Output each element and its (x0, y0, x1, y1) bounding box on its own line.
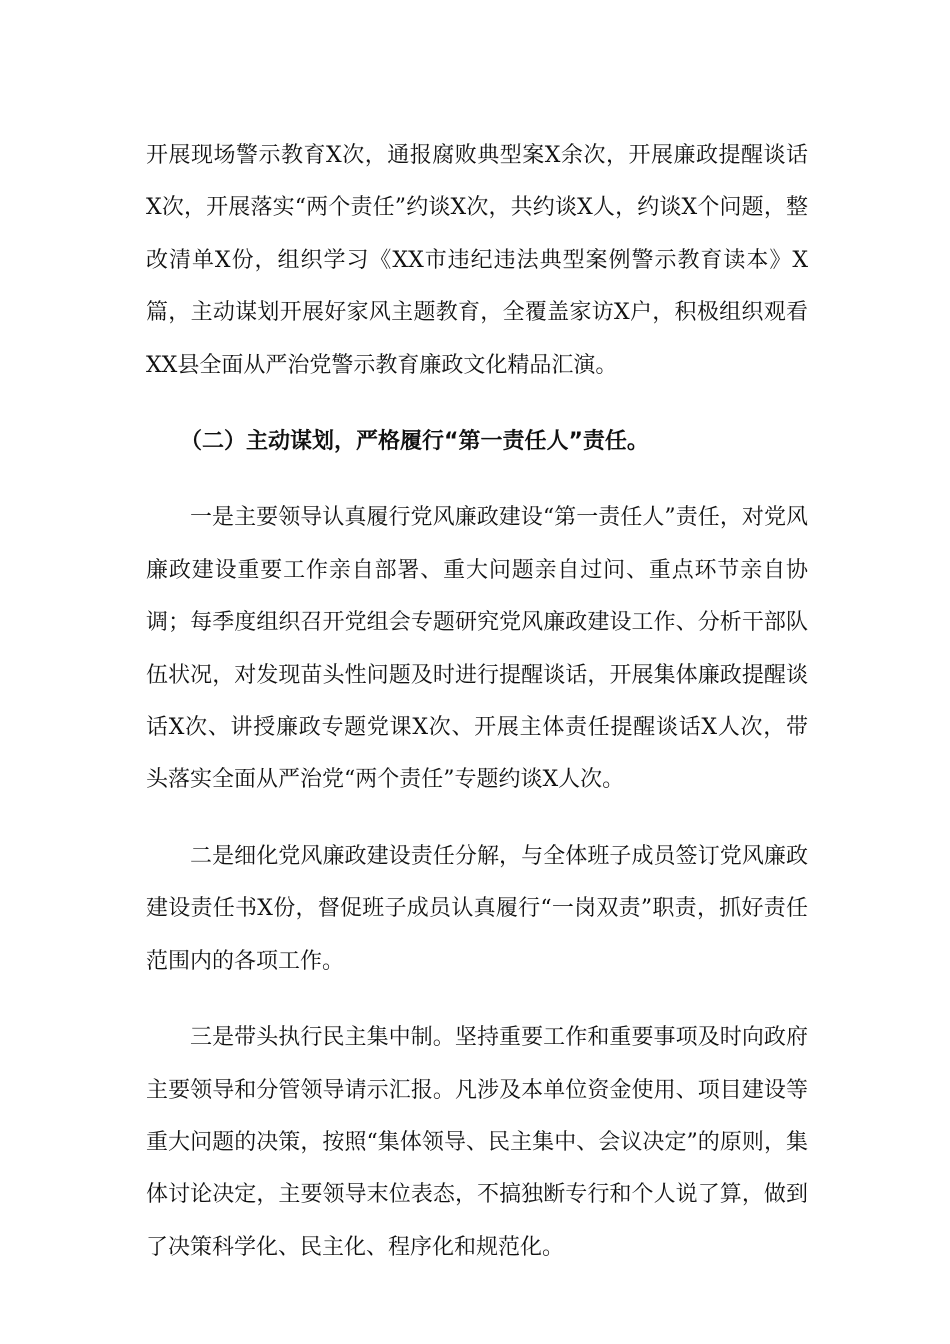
paragraph-spacer (146, 988, 808, 1012)
section-heading-first-responsible-person: （二）主动谋划，严格履行“第一责任人”责任。 (180, 429, 649, 455)
paragraph-main-leader-responsibility: 一是主要领导认真履行党风廉政建设“第一责任人”责任，对党风廉政建设重要工作亲自部署、重大问题亲自过问、重点环节亲自协调；每季度组织召开党组会专题研究党风廉政建设工作、分析干部队伍状况，对发现苗头性问题及时进行提醒谈话，开展集体廉政提醒谈话X次、讲授廉政专题党课X次、开展主体责任提醒谈话X人次，带头落实全面从严治党“两个责任”专题约谈X人次。 (146, 505, 808, 793)
document-body (146, 130, 808, 1274)
paragraph-responsibility-breakdown: 二是细化党风廉政建设责任分解，与全体班子成员签订党风廉政建设责任书X份，督促班子成员认真履行“一岗双责”职责，抓好责任范围内的各项工作。 (146, 843, 808, 974)
paragraph-spacer (146, 807, 808, 831)
paragraph-spacer (146, 468, 808, 492)
paragraph-spacer (146, 392, 808, 416)
paragraph-warning-education: 开展现场警示教育X次，通报腐败典型案X余次，开展廉政提醒谈话X次，开展落实“两个责任”约谈X次，共约谈X人，约谈X个问题，整改清单X份，组织学习《XX市违纪违法典型案例警示教育读本》X篇，主动谋划开展好家风主题教育，全覆盖家访X户，积极组织观看XX县全面从严治党警示教育廉政文化精品汇演。 (146, 143, 808, 378)
paragraph-democratic-centralism: 三是带头执行民主集中制。坚持重要工作和重要事项及时向政府主要领导和分管领导请示汇报。凡涉及本单位资金使用、项目建设等重大问题的决策，按照“集体领导、民主集中、会议决定”的原则，集体讨论决定，主要领导末位表态，不搞独断专行和个人说了算，做到了决策科学化、民主化、程序化和规范化。 (146, 1025, 808, 1260)
